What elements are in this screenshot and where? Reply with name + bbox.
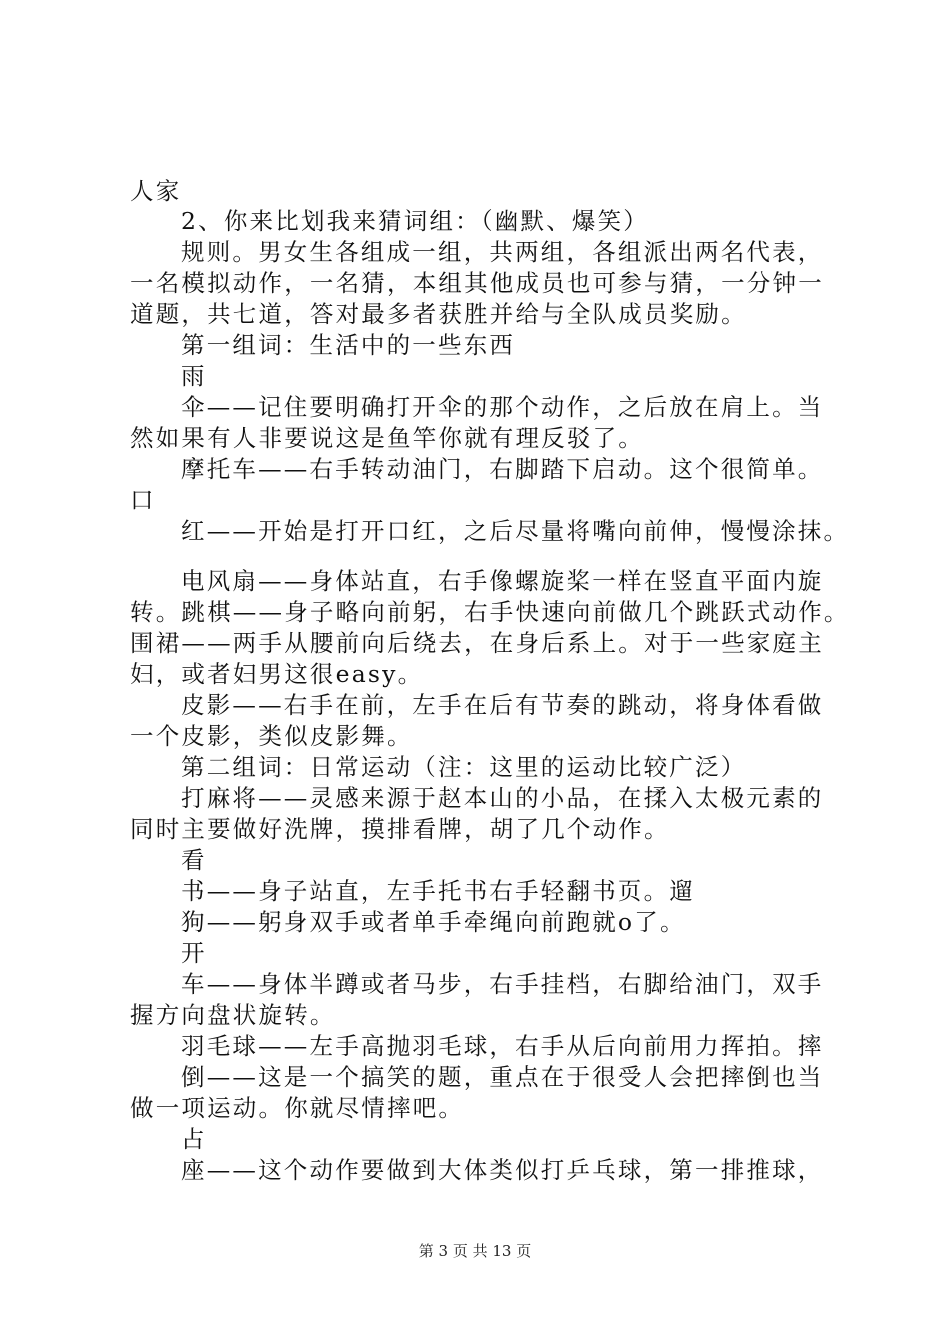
text-line: 打麻将——灵感来源于赵本山的小品，在揉入太极元素的 (181, 784, 824, 812)
text-line: 第一组词：生活中的一些东西 (181, 331, 516, 359)
page-number-footer: 第 3 页 共 13 页 (418, 1242, 532, 1260)
text-line: 伞——记住要明确打开伞的那个动作，之后放在肩上。当 (181, 393, 824, 421)
text-line: 转。跳棋——身子略向前躬，右手快速向前做几个跳跃式动作。 (130, 598, 850, 626)
text-line: 雨 (181, 362, 207, 390)
text-line: 倒——这是一个搞笑的题，重点在于很受人会把摔倒也当 (181, 1063, 824, 1091)
text-line: 做一项运动。你就尽情摔吧。 (130, 1094, 465, 1122)
text-line: 皮影——右手在前，左手在后有节奏的跳动，将身体看做 (181, 691, 824, 719)
text-line: 妇，或者妇男这很easy。 (130, 660, 424, 688)
text-line: 2、你来比划我来猜词组：（幽默、爆笑） (181, 207, 650, 235)
text-line: 座——这个动作要做到大体类似打乒乓球，第一排推球， (181, 1156, 824, 1184)
text-line: 一名模拟动作，一名猜，本组其他成员也可参与猜，一分钟一 (130, 269, 824, 297)
text-line: 握方向盘状旋转。 (130, 1001, 336, 1029)
text-line: 摩托车——右手转动油门，右脚踏下启动。这个很简单。 (181, 455, 824, 483)
text-line: 第二组词：日常运动（注：这里的运动比较广泛） (181, 753, 747, 781)
text-line: 一个皮影，类似皮影舞。 (130, 722, 413, 750)
text-line: 狗——躬身双手或者单手牵绳向前跑就o了。 (181, 908, 686, 936)
text-line: 道题，共七道，答对最多者获胜并给与全队成员奖励。 (130, 300, 747, 328)
text-line: 口 (130, 486, 156, 514)
text-line: 然如果有人非要说这是鱼竿你就有理反驳了。 (130, 424, 644, 452)
text-line: 车——身体半蹲或者马步，右手挂档，右脚给油门，双手 (181, 970, 824, 998)
text-line: 看 (181, 846, 207, 874)
text-line: 电风扇——身体站直，右手像螺旋桨一样在竖直平面内旋 (181, 567, 824, 595)
text-line: 羽毛球——左手高抛羽毛球，右手从后向前用力挥拍。摔 (181, 1032, 824, 1060)
text-line: 书——身子站直，左手托书右手轻翻书页。遛 (181, 877, 695, 905)
text-line: 同时主要做好洗牌，摸排看牌，胡了几个动作。 (130, 815, 670, 843)
text-line: 开 (181, 939, 207, 967)
text-line: 人家 (130, 177, 182, 205)
text-line: 红——开始是打开口红，之后尽量将嘴向前伸，慢慢涂抹。 (181, 517, 850, 545)
text-line: 规则。男女生各组成一组，共两组，各组派出两名代表， (181, 238, 824, 266)
text-line: 占 (181, 1125, 207, 1153)
text-line: 围裙——两手从腰前向后绕去，在身后系上。对于一些家庭主 (130, 629, 824, 657)
